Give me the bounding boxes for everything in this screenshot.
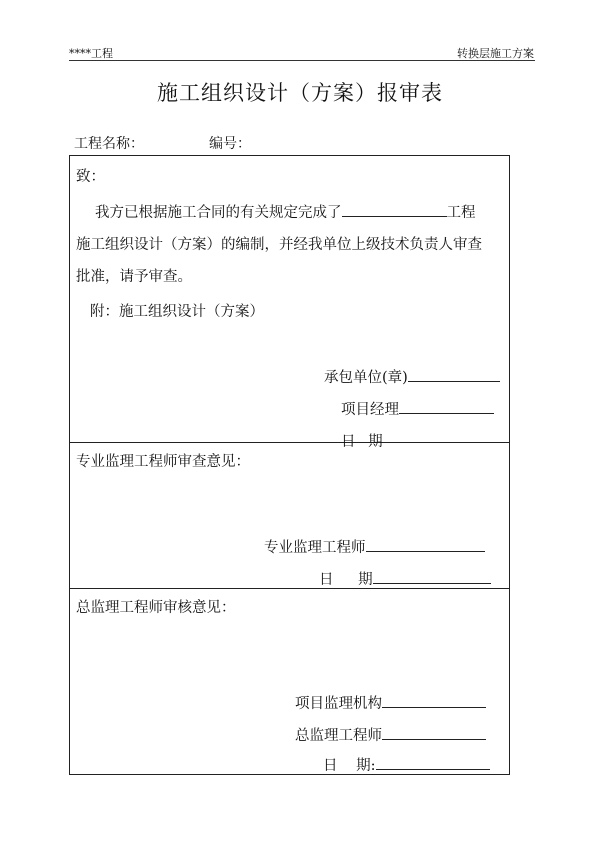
org-row <box>295 692 486 713</box>
chief-blank <box>382 725 486 740</box>
page-title: 施工组织设计（方案）报审表 <box>157 81 443 105</box>
contractor-label: 承包单位(章) <box>324 370 408 386</box>
pm-blank <box>399 399 494 414</box>
project-blank <box>342 202 447 217</box>
number-label: 编号： <box>209 136 251 152</box>
contractor-blank <box>408 367 500 382</box>
divider-1 <box>70 442 509 443</box>
statement-line-2: 施工组织设计（方案）的编制，并经我单位上级技术负责人审查 <box>76 237 482 253</box>
section2-date-label: 日 期 <box>319 572 373 588</box>
section3-heading: 总监理工程师审核意见： <box>76 600 236 616</box>
section2-date-row <box>319 568 491 589</box>
chief-row <box>295 724 486 745</box>
section3-date-row <box>323 754 490 775</box>
section2-date-blank <box>373 569 491 584</box>
section3-date-blank <box>376 755 490 770</box>
section3-date-label: 日 期: <box>323 758 376 774</box>
org-blank <box>382 693 486 708</box>
header-rule <box>69 60 535 61</box>
header-left: ****工程 <box>69 47 113 60</box>
attachment-label: 附：施工组织设计（方案） <box>90 304 264 320</box>
statement-line-1-pre: 我方已根据施工合同的有关规定完成了 <box>95 205 342 221</box>
engineer-blank <box>366 537 485 552</box>
pm-label: 项目经理 <box>341 402 399 418</box>
engineer-label: 专业监理工程师 <box>264 540 366 556</box>
to-label: 致： <box>76 169 105 185</box>
pm-row <box>341 398 494 419</box>
section1-date-label: 日 期 <box>341 434 383 450</box>
project-name-label: 工程名称： <box>74 136 144 152</box>
form-table <box>69 155 510 775</box>
contractor-row <box>324 366 500 387</box>
section2-heading: 专业监理工程师审查意见： <box>76 454 250 470</box>
header-right: 转换层施工方案 <box>457 47 534 60</box>
statement-line-3: 批准，请予审查。 <box>76 269 192 285</box>
chief-label: 总监理工程师 <box>295 728 382 744</box>
statement-line-1-post: 工程 <box>446 205 476 221</box>
org-label: 项目监理机构 <box>295 696 382 712</box>
statement-line-1 <box>95 201 476 222</box>
engineer-row <box>264 536 485 557</box>
